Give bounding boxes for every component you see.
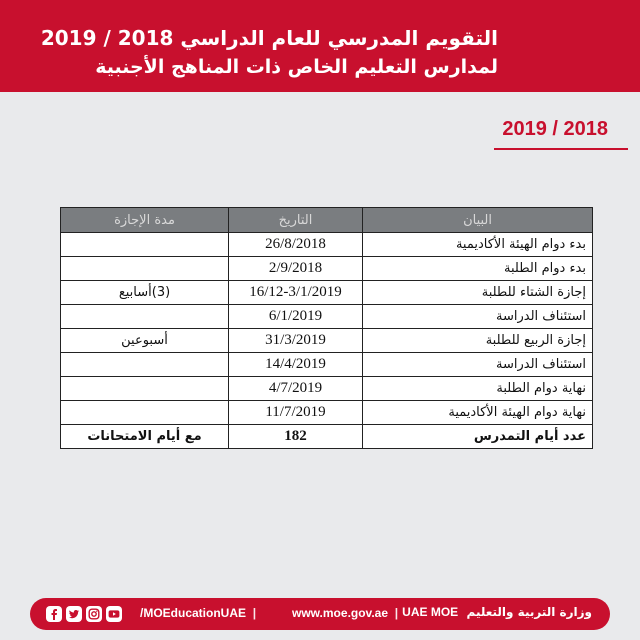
year-underline bbox=[494, 148, 628, 150]
table-row bbox=[61, 329, 593, 353]
row-item: استئناف الدراسة bbox=[363, 305, 593, 329]
social-icons bbox=[46, 606, 126, 622]
row-duration bbox=[61, 353, 229, 377]
social-handle[interactable] bbox=[140, 606, 256, 620]
row-duration bbox=[61, 233, 229, 257]
table-row bbox=[61, 401, 593, 425]
row-item: نهاية دوام الهيئة الأكاديمية bbox=[363, 401, 593, 425]
instagram-icon[interactable] bbox=[86, 606, 102, 622]
twitter-icon[interactable] bbox=[66, 606, 82, 622]
row-date: 26/8/2018 bbox=[229, 233, 363, 257]
total-label: عدد أيام التمدرس bbox=[363, 425, 593, 449]
footer-separator: | bbox=[252, 606, 257, 620]
table-row bbox=[61, 377, 593, 401]
row-duration bbox=[61, 257, 229, 281]
table-header-row bbox=[61, 208, 593, 233]
row-date: 16/12-3/1/2019 bbox=[229, 281, 363, 305]
header-date: التاريخ bbox=[229, 208, 363, 233]
row-duration bbox=[61, 401, 229, 425]
row-duration bbox=[61, 305, 229, 329]
brand-english: UAE MOE bbox=[402, 605, 459, 619]
ministry-brand bbox=[402, 605, 592, 619]
header-duration: مدة الإجازة bbox=[61, 208, 229, 233]
header-subtitle: لمدارس التعليم الخاص ذات المناهج الأجنبية bbox=[95, 56, 498, 78]
row-date: 6/1/2019 bbox=[229, 305, 363, 329]
row-date: 4/7/2019 bbox=[229, 377, 363, 401]
row-item: إجازة الشتاء للطلبة bbox=[363, 281, 593, 305]
total-row bbox=[61, 425, 593, 449]
facebook-icon[interactable] bbox=[46, 606, 62, 622]
row-date: 11/7/2019 bbox=[229, 401, 363, 425]
table-body bbox=[61, 233, 593, 449]
footer-bar bbox=[30, 598, 610, 630]
header-title: التقويم المدرسي للعام الدراسي 2018 / 2019 bbox=[40, 26, 498, 50]
row-item: إجازة الربيع للطلبة bbox=[363, 329, 593, 353]
row-date: 2/9/2018 bbox=[229, 257, 363, 281]
row-date: 31/3/2019 bbox=[229, 329, 363, 353]
row-duration: أسبوعين bbox=[61, 329, 229, 353]
row-duration bbox=[61, 377, 229, 401]
row-duration: (3)أسابيع bbox=[61, 281, 229, 305]
total-days: 182 bbox=[229, 425, 363, 449]
brand-arabic: وزارة التربية والتعليم bbox=[466, 605, 592, 619]
table-row bbox=[61, 233, 593, 257]
table-row bbox=[61, 353, 593, 377]
website-text: www.moe.gov.ae bbox=[292, 606, 389, 620]
table-row bbox=[61, 281, 593, 305]
year-label: 2019 / 2018 bbox=[502, 118, 608, 140]
calendar-table bbox=[60, 207, 593, 449]
row-item: بدء دوام الهيئة الأكاديمية bbox=[363, 233, 593, 257]
row-item: نهاية دوام الطلبة bbox=[363, 377, 593, 401]
row-date: 14/4/2019 bbox=[229, 353, 363, 377]
header-banner bbox=[0, 0, 640, 92]
social-handle-text: /MOEducationUAE bbox=[140, 606, 247, 620]
youtube-icon[interactable] bbox=[106, 606, 122, 622]
table-row bbox=[61, 305, 593, 329]
website-link[interactable] bbox=[292, 606, 398, 620]
footer-separator-2: | bbox=[394, 606, 399, 620]
table-row bbox=[61, 257, 593, 281]
row-item: بدء دوام الطلبة bbox=[363, 257, 593, 281]
header-item: البيان bbox=[363, 208, 593, 233]
total-duration-note: مع أيام الامتحانات bbox=[61, 425, 229, 449]
row-item: استئناف الدراسة bbox=[363, 353, 593, 377]
